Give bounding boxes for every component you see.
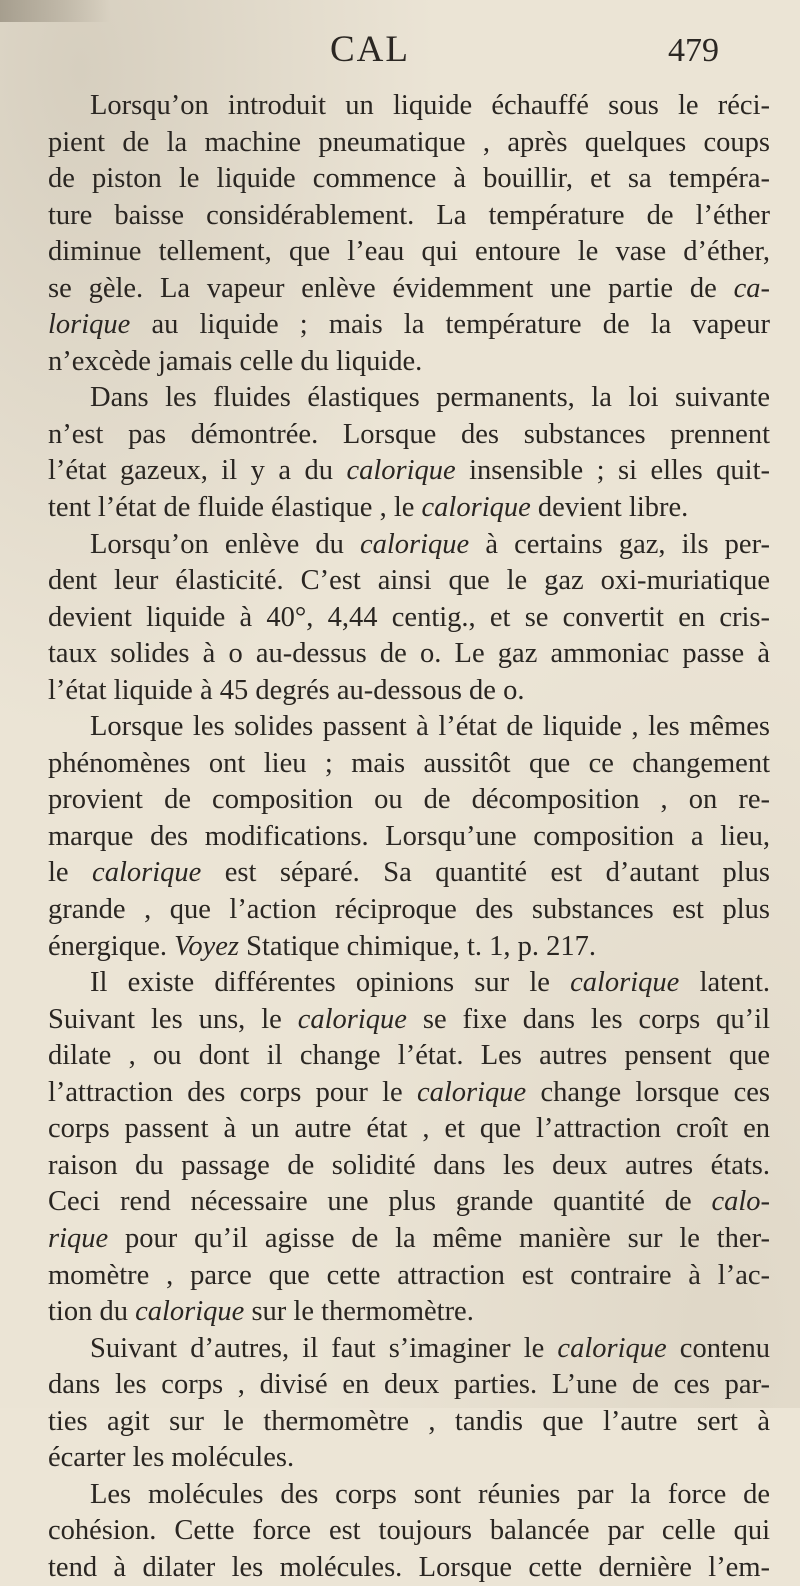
text-line: diminue tellement, que l’eau qui entoure le vase d’éther, (48, 236, 770, 268)
text-line: Ceci rend nécessaire une plus grande quantité de calo- (48, 1186, 770, 1218)
text-line: raison du passage de solidité dans les deux autres états. (48, 1149, 770, 1181)
text-line: Suivant les uns, le calorique se fixe dans les corps qu’il (48, 1003, 770, 1035)
text-line: tend à dilater les molécules. Lorsque cette dernière l’em- (48, 1551, 770, 1583)
text-line: grande , que l’action réciproque des substances est plus (48, 894, 770, 926)
page-corner-stain (0, 0, 110, 22)
text-line: se gèle. La vapeur enlève évidemment une partie de ca- (48, 272, 770, 304)
text-line: l’état liquide à 45 degrés au-dessous de o. (48, 674, 525, 706)
text-line: marque des modifications. Lorsqu’une composition a lieu, (48, 820, 770, 852)
text-line: Dans les fluides élastiques permanents, la loi suivante (90, 382, 770, 414)
text-line: momètre , parce que cette attraction est contraire à l’ac- (48, 1259, 770, 1291)
text-line: écarter les molécules. (48, 1442, 295, 1474)
text-line: corps passent à un autre état , et que l’attraction croît en (48, 1113, 770, 1145)
text-line: Lorsque les solides passent à l’état de liquide , les mêmes (90, 711, 770, 743)
text-line: provient de composition ou de décomposition , on re- (48, 784, 770, 816)
text-line: dilate , ou dont il change l’état. Les autres pensent que (48, 1040, 770, 1072)
text-line: Lorsqu’on introduit un liquide échauffé sous le réci- (90, 90, 770, 121)
text-line: n’est pas démontrée. Lorsque des substances prennent (48, 418, 770, 450)
text-line: lorique au liquide ; mais la température de la vapeur (48, 309, 770, 341)
text-line: tent l’état de fluide élastique , le calorique devient libre. (48, 492, 689, 524)
text-line: Il existe différentes opinions sur le calorique latent. (90, 967, 770, 999)
text-line: devient liquide à 40°, 4,44 centig., et se convertit en cris- (48, 601, 770, 633)
text-line: cohésion. Cette force est toujours balancée par celle qui (48, 1515, 770, 1547)
text-line: ties agit sur le thermomètre , tandis que l’autre sert à (48, 1405, 770, 1437)
text-line: l’état gazeux, il y a du calorique insensible ; si elles quit- (48, 455, 770, 487)
body-text (48, 88, 770, 1586)
text-line: de piston le liquide commence à bouillir, et sa tempéra- (48, 163, 770, 195)
running-head: CAL (330, 29, 410, 70)
text-line: dans les corps , divisé en deux parties. L’une de ces par- (48, 1369, 770, 1401)
text-line: taux solides à o au-dessus de o. Le gaz ammoniac passe à (48, 638, 770, 670)
text-line: l’attraction des corps pour le calorique change lorsque ces (48, 1076, 770, 1108)
text-line: ture baisse considérablement. La température de l’éther (48, 199, 770, 231)
text-line: le calorique est séparé. Sa quantité est d’autant plus (48, 857, 770, 889)
text-line: rique pour qu’il agisse de la même manière sur le ther- (48, 1222, 770, 1254)
page-number: 479 (668, 32, 719, 69)
text-line: Suivant d’autres, il faut s’imaginer le calorique contenu (90, 1332, 771, 1364)
text-line: dent leur élasticité. C’est ainsi que le gaz oxi-muriatique (48, 565, 770, 597)
text-line: tion du calorique sur le thermomètre. (48, 1296, 474, 1328)
text-line: énergique. Voyez Statique chimique, t. 1, p. 217. (48, 930, 596, 962)
text-line: Lorsqu’on enlève du calorique à certains gaz, ils per- (90, 528, 770, 560)
text-line: phénomènes ont lieu ; mais aussitôt que ce changement (48, 747, 770, 779)
text-line: n’excède jamais celle du liquide. (48, 345, 423, 377)
text-line: pient de la machine pneumatique , après quelques coups (48, 126, 770, 158)
page-header (0, 28, 800, 78)
text-line: Les molécules des corps sont réunies par la force de (90, 1478, 770, 1510)
